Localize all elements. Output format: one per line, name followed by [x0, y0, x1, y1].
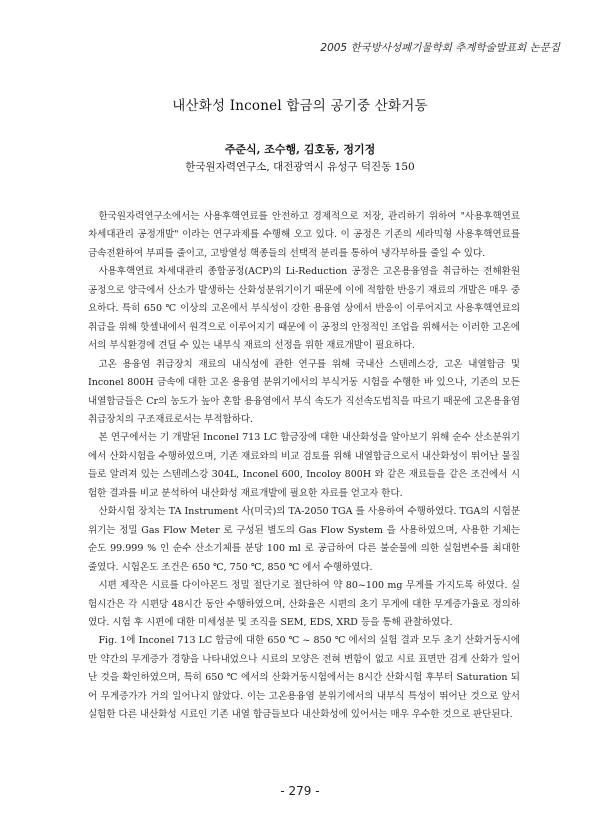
paper-title: 내산화성 Inconel 합금의 공기중 산화거동: [172, 98, 428, 114]
page-number: - 279 -: [280, 784, 320, 798]
paragraph-prior-research: 고온 용융염 취급장치 재료의 내식성에 관한 연구를 위해 국내산 스텐레스강, 고온 내열합금 및 Inconel 800H 금속에 대한 고온 용융염 분위기에서의 부식거동 시험을 수행한 바 있으나, 기존의 모든 내열합금들은 Cr의 농도가 높아 혼합 용융염에서 부식 속도가 직선속도법칙을 따르기 때문에 고온용융염 취급장치의 구조재료로서는 부적합하다.: [88, 358, 520, 425]
paragraph-acp-process: 사용후핵연료 차세대관리 종합공정(ACP)의 Li-Reduction 공정은 고온용융염을 취급하는 전해환원공정으로 양극에서 산소가 발생하는 산화성분위기이기 때문에 이에 적합한 반응기 재료의 개발은 매우 중요하다. 특히 650 ℃ 이상의 고온에서 부식성이 강한 용융염 상에서 반응이 이루어지고 사용후핵연료의 취급을 위해 핫셀내에서 원격으로 이루어지기 때문에 이 공정의 안정적인 조업을 위해서는 이러한 고온에서의 부식환경에 견딜 수 있는 내부식 재료의 선정을 위한 재료개발이 필요하다.: [88, 266, 520, 352]
paragraph-specimen: 시편 제작은 시료를 다이아몬드 정밀 절단기로 절단하여 약 80~100 mg 무게를 가지도록 하였다. 실험시간은 각 시편당 48시간 동안 수행하였으며, 산화율은 시편의 초기 무게에 대한 무게증가율로 정의하였다. 시험 후 시편에 대한 미세성분 및 조직을 SEM, EDS, XRD 등을 통해 관찰하였다.: [88, 580, 520, 628]
conference-header: 2005 한국방사성폐기물학회 추계학술발표회 논문집: [320, 42, 560, 54]
paragraph-intro: 한국원자력연구소에서는 사용후핵연료를 안전하고 경제적으로 저장, 관리하기 위하여 "사용후핵연료 차세대관리 공정개발" 이라는 연구과제를 수행해 오고 있다. 이 공정은 기존의 세라믹형 사용후핵연료를 금속전환하여 부피를 줄이고, 고방열성 핵종들의 선택적 분리를 통하여 냉각부하를 줄일 수 있다.: [88, 211, 520, 259]
paragraph-results: Fig. 1에 Inconel 713 LC 합금에 대한 650 ℃ ~ 850 ℃ 에서의 실험 결과 모두 초기 산화거동시에만 약간의 무게증가 경향을 나타내었으나 시료의 모양은 전혀 변함이 없고 시료 표면만 검게 산화가 일어난 것을 확인하였으며, 특히 650 ℃ 에서의 산화거동시험에서는 8시간 산화시험 후부터 Saturation 되어 무게증가가 거의 일어나지 않았다. 이는 고온용융염 분위기에서의 내부식 특성이 뛰어난 것으로 앞서 실험한 다른 내산화성 시료인 기존 내열 합금들보다 내산화성에 있어서는 매우 우수한 것으로 판단된다.: [88, 635, 520, 721]
author-list: 주준식, 조수행, 김호동, 정기정: [224, 143, 376, 156]
paragraph-apparatus: 산화시험 장치는 TA Instrument 사(미국)의 TA-2050 TGA 를 사용하여 수행하였다. TGA의 시험분위기는 정밀 Gas Flow Meter 로 구성된 별도의 Gas Flow System 을 사용하였으며, 사용한 기체는 순도 99.999 % 인 순수 산소기체를 분당 100 ml 로 공급하여 다른 불순물에 의한 실험변수를 최대한 줄였다. 시험온도 조건은 650 ℃, 750 ℃, 850 ℃ 에서 수행하였다.: [88, 506, 520, 573]
affiliation: 한국원자력연구소, 대전광역시 유성구 덕진동 150: [185, 161, 415, 173]
paragraph-objective: 본 연구에서는 기 개발된 Inconel 713 LC 합금장에 대한 내산화성을 알아보기 위해 순수 산소분위기에서 산화시험을 수행하였으며, 기존 재료와의 비교 검토를 위해 내열합금으로서 내산화성이 뛰어난 물질들로 알려져 있는 스텐레스강 304L, Inconel 600, Incoloy 800H 와 같은 재료들을 같은 조건에서 시험한 결과를 비교 분석하여 내산화성 재료개발에 필요한 자료를 얻고자 한다.: [88, 432, 520, 499]
body-text: [88, 208, 520, 725]
